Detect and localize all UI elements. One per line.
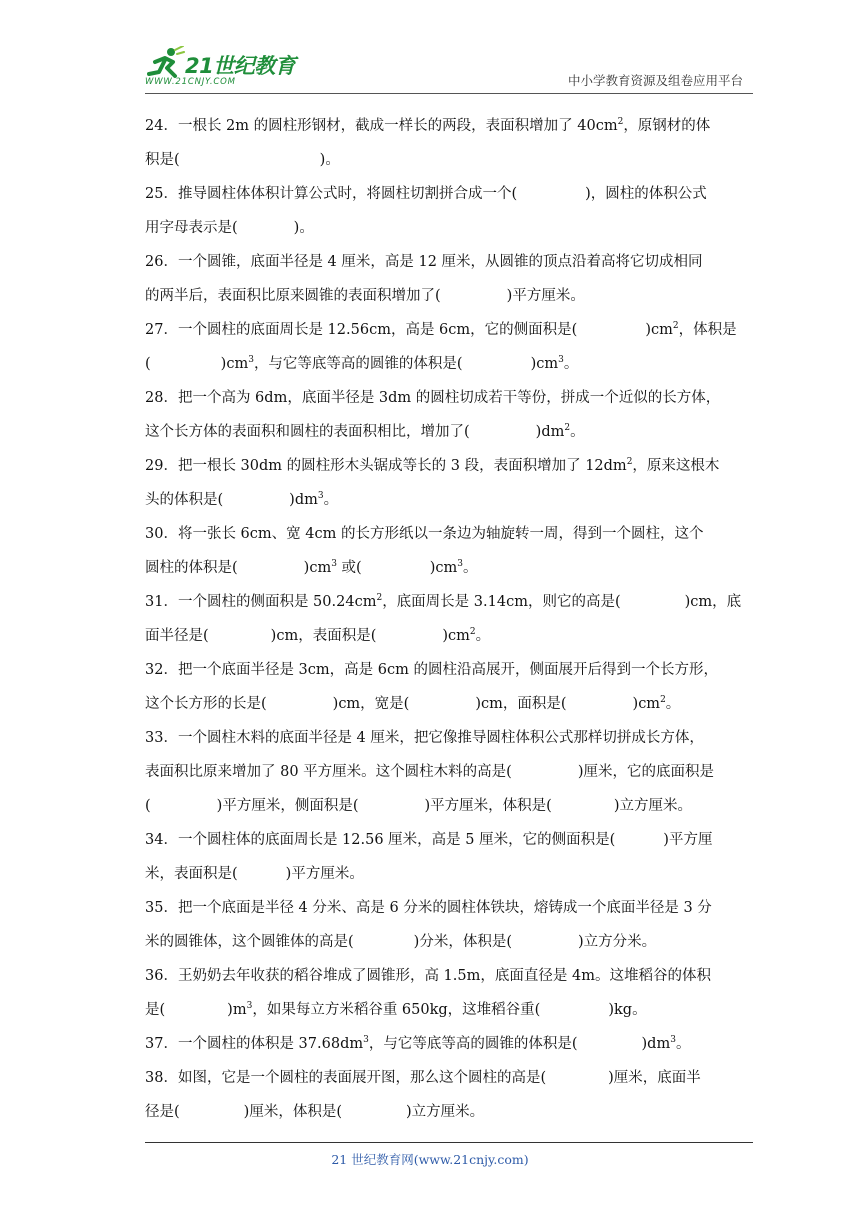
superscript: 2: [626, 457, 633, 467]
superscript: 3: [457, 559, 463, 569]
question-text: 35．把一个底面是半径 4 分米、高是 6 分米的圆柱体铁块，熔铸成一个底面半径是 3 分: [145, 900, 712, 916]
question-34-line-1: [145, 823, 725, 857]
question-25-line-1: [145, 177, 725, 211]
question-text: )平方厘米，体积是(: [424, 798, 552, 814]
question-text: 28．把一个高为 6dm，底面半径是 3dm 的圆柱切成若干等份，拼成一个近似的长方体，: [145, 390, 721, 406]
question-text: 。: [475, 628, 491, 644]
question-text: 31．一个圆柱的侧面积是 50.24cm: [145, 594, 377, 610]
question-text: )m: [227, 1002, 247, 1018]
question-33-line-1: [145, 721, 725, 755]
question-text: )，圆柱的体积公式: [585, 186, 707, 202]
question-text: 36．王奶奶去年收获的稻谷堆成了圆锥形，高 1.5m，底面直径是 4m。这堆稻谷的体积: [145, 968, 711, 984]
question-text: )平方厘: [663, 832, 713, 848]
superscript: 2: [672, 321, 679, 331]
footer-link[interactable]: 21 世纪教育网(www.21cnjy.com): [331, 1152, 529, 1167]
question-text: 的两半后，表面积比原来圆锥的表面积增加了(: [145, 288, 441, 304]
question-text: ，与它等底等高的圆锥的体积是(: [368, 1036, 578, 1052]
question-text: )平方厘米，侧面积是(: [216, 798, 359, 814]
question-text: 表面积比原来增加了 80 平方厘米。这个圆柱木料的高是(: [145, 764, 512, 780]
question-text: )。: [319, 152, 340, 168]
question-25-line-2: [145, 211, 725, 245]
superscript: 2: [660, 695, 666, 705]
question-38-line-1: [145, 1061, 725, 1095]
question-text: )cm: [442, 628, 470, 644]
question-31-line-2: [145, 619, 725, 653]
question-text: )立方分米。: [577, 934, 657, 950]
logo-text: 21世纪教育: [185, 54, 296, 78]
superscript: 2: [617, 117, 624, 127]
question-text: )cm: [645, 322, 673, 338]
question-text: )dm: [535, 424, 565, 440]
question-text: )dm: [289, 492, 318, 508]
superscript: 3: [558, 355, 564, 365]
question-text: )厘米，底面半: [608, 1070, 701, 1086]
question-text: )。: [293, 220, 314, 236]
question-text: 29．把一根长 30dm 的圆柱形木头锯成等长的 3 段，表面积增加了 12dm: [145, 458, 627, 474]
question-text: 米，表面积是(: [145, 866, 238, 882]
question-text: 。: [570, 424, 585, 440]
question-text: 。: [462, 560, 478, 576]
question-text: 32．把一个底面半径是 3cm，高是 6cm 的圆柱沿高展开，侧面展开后得到一个长方形，: [145, 662, 718, 678]
question-text: (: [145, 356, 151, 372]
question-27-line-1: [145, 313, 737, 347]
question-35-line-2: [145, 925, 725, 959]
header-divider: [145, 93, 753, 94]
question-text: 或(: [336, 560, 362, 576]
question-text: 26．一个圆锥，底面半径是 4 厘米，高是 12 厘米，从圆锥的顶点沿着高将它切成相同: [145, 254, 703, 270]
question-text: 米的圆锥体，这个圆锥体的高是(: [145, 934, 354, 950]
question-text: ，原钢材的体: [623, 118, 711, 134]
superscript: 2: [564, 423, 571, 433]
superscript: 2: [469, 627, 476, 637]
question-text: 34．一个圆柱体的底面周长是 12.56 厘米，高是 5 厘米，它的侧面积是(: [145, 832, 616, 848]
question-text: 用字母表示是(: [145, 220, 238, 236]
question-text: )cm: [303, 560, 332, 576]
question-text: 圆柱的体积是(: [145, 560, 238, 576]
question-text: )平方厘米。: [506, 288, 585, 304]
question-text: )cm: [220, 356, 249, 372]
question-text: 。: [675, 1036, 691, 1052]
superscript: 2: [376, 593, 383, 603]
question-text: 30．将一张长 6cm、宽 4cm 的长方形纸以一条边为轴旋转一周，得到一个圆柱，这个: [145, 526, 704, 542]
question-text: )cm，面积是(: [475, 696, 567, 712]
question-29-line-2: [145, 483, 725, 517]
question-34-line-2: [145, 857, 725, 891]
logo-url: WWW.21CNJY.COM: [145, 77, 236, 87]
question-text: 24．一根长 2m 的圆柱形钢材，截成一样长的两段，表面积增加了 40cm: [145, 118, 618, 134]
question-text: )平方厘米。: [285, 866, 364, 882]
question-28-line-1: [145, 381, 725, 415]
question-text: )dm: [641, 1036, 671, 1052]
question-text: ，底面周长是 3.14cm，则它的高是(: [382, 594, 621, 610]
question-37-line-1: [145, 1027, 725, 1061]
question-text: ，与它等底等高的圆锥的体积是(: [253, 356, 463, 372]
question-text: 头的体积是(: [145, 492, 224, 508]
question-27-line-2: [145, 347, 725, 381]
question-text: 是(: [145, 1002, 166, 1018]
question-text: )厘米，体积是(: [243, 1104, 342, 1120]
question-text: 25．推导圆柱体体积计算公式时，将圆柱切割拼合成一个(: [145, 186, 518, 202]
question-31-line-1: [145, 585, 742, 619]
question-24-line-1: [145, 109, 725, 143]
question-33-line-3: [145, 789, 725, 823]
superscript: 3: [670, 1035, 676, 1045]
question-26-line-1: [145, 245, 725, 279]
question-32-line-1: [145, 653, 725, 687]
question-36-line-2: [145, 993, 725, 1027]
question-24-line-2: [145, 143, 725, 177]
question-30-line-1: [145, 517, 725, 551]
question-text: 。: [323, 492, 339, 508]
question-text: 。: [563, 356, 579, 372]
question-text: )kg。: [608, 1002, 647, 1018]
question-38-line-2: [145, 1095, 725, 1129]
page-header: [145, 42, 753, 94]
question-text: 33．一个圆柱木料的底面半径是 4 厘米，把它像推导圆柱体积公式那样切拼成长方体，: [145, 730, 704, 746]
question-33-line-2: [145, 755, 725, 789]
question-list: [145, 109, 742, 1129]
question-text: 。: [665, 696, 681, 712]
question-text: )cm: [632, 696, 661, 712]
question-text: 径是(: [145, 1104, 180, 1120]
question-text: )cm，底: [684, 594, 742, 610]
runner-icon: [145, 46, 185, 80]
platform-name: 中小学教育资源及组卷应用平台: [567, 73, 743, 88]
question-text: ，原来这根木: [632, 458, 720, 474]
question-text: 27．一个圆柱的底面周长是 12.56cm，高是 6cm，它的侧面积是(: [145, 322, 578, 338]
question-text: ，体积是: [678, 322, 737, 338]
question-28-line-2: [145, 415, 725, 449]
question-text: )厘米，它的底面积是: [577, 764, 714, 780]
question-text: 积是(: [145, 152, 180, 168]
site-logo[interactable]: [145, 42, 320, 90]
superscript: 3: [317, 491, 324, 501]
question-text: 这个长方体的表面积和圆柱的表面积相比，增加了(: [145, 424, 470, 440]
footer-divider: [145, 1142, 753, 1143]
question-text: 这个长方形的长是(: [145, 696, 267, 712]
question-text: )cm: [530, 356, 559, 372]
question-26-line-2: [145, 279, 725, 313]
question-29-line-1: [145, 449, 725, 483]
question-30-line-2: [145, 551, 725, 585]
superscript: 3: [248, 355, 254, 365]
question-36-line-1: [145, 959, 725, 993]
question-text: ，如果每立方米稻谷重 650kg，这堆稻谷重(: [252, 1002, 541, 1018]
question-text: 37．一个圆柱的体积是 37.68dm: [145, 1036, 364, 1052]
question-text: )cm: [429, 560, 458, 576]
question-text: )分米，体积是(: [413, 934, 512, 950]
superscript: 3: [363, 1035, 369, 1045]
superscript: 3: [331, 559, 337, 569]
question-text: 面半径是(: [145, 628, 209, 644]
question-text: )立方厘米。: [613, 798, 692, 814]
question-text: )cm，表面积是(: [270, 628, 377, 644]
question-text: 38．如图，它是一个圆柱的表面展开图，那么这个圆柱的高是(: [145, 1070, 547, 1086]
question-text: (: [145, 798, 151, 814]
superscript: 3: [246, 1001, 253, 1011]
question-text: )cm，宽是(: [332, 696, 410, 712]
question-35-line-1: [145, 891, 725, 925]
question-32-line-2: [145, 687, 725, 721]
question-text: )立方厘米。: [406, 1104, 485, 1120]
